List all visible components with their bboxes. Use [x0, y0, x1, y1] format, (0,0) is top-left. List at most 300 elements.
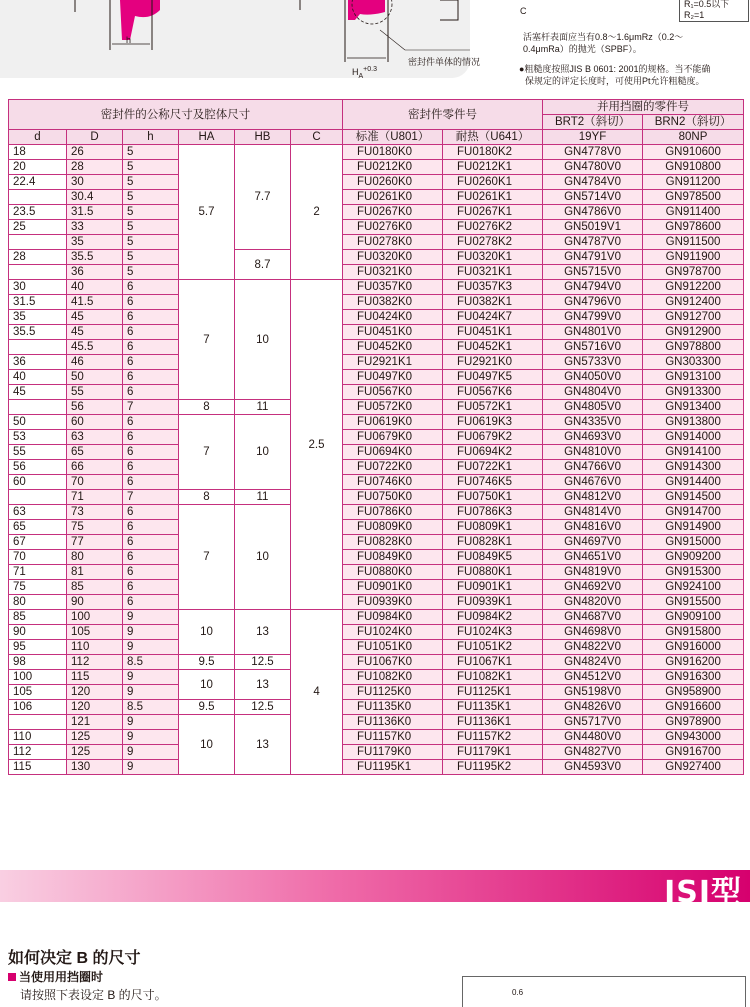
- cell-brt2: GN4805V0: [543, 400, 643, 415]
- cell-part-std: FU1135K0: [343, 700, 443, 715]
- cell-D: 110: [67, 640, 123, 655]
- cell-brn2: GN914000: [643, 430, 744, 445]
- header-80np: 80NP: [643, 130, 744, 145]
- cell-part-heat: FU0572K1: [443, 400, 543, 415]
- header-group-dims: 密封件的公称尺寸及腔体尺寸: [9, 100, 343, 130]
- cell-part-heat: FU0278K2: [443, 235, 543, 250]
- cell-d: 106: [9, 700, 67, 715]
- radius-spec-box: [679, 0, 749, 22]
- cell-h: 8.5: [123, 655, 179, 670]
- cell-part-std: FU0320K0: [343, 250, 443, 265]
- cell-D: 40: [67, 280, 123, 295]
- cell-D: 112: [67, 655, 123, 670]
- cell-part-heat: FU1067K1: [443, 655, 543, 670]
- cell-part-heat: FU1125K1: [443, 685, 543, 700]
- r2-text: R₂=1: [684, 10, 705, 20]
- cell-brn2: GN913100: [643, 370, 744, 385]
- cell-D: 105: [67, 625, 123, 640]
- cell-brn2: GN924100: [643, 580, 744, 595]
- cell-D: 100: [67, 610, 123, 625]
- table-row: [9, 565, 744, 580]
- table-row: [9, 385, 744, 400]
- cell-D: 50: [67, 370, 123, 385]
- section-title: 如何决定 B 的尺寸: [8, 950, 141, 967]
- cell-brt2: GN4822V0: [543, 640, 643, 655]
- cell-d: 35: [9, 310, 67, 325]
- table-row: [9, 175, 744, 190]
- cell-h: 5: [123, 250, 179, 265]
- cell-part-heat: FU0451K1: [443, 325, 543, 340]
- cell-brt2: GN4794V0: [543, 280, 643, 295]
- cell-d: 23.5: [9, 205, 67, 220]
- roughness-note-2: 保规定的评定长度时，可使用Pt允许粗糙度。: [525, 76, 705, 86]
- cell-part-heat: FU1179K1: [443, 745, 543, 760]
- cell-d: 35.5: [9, 325, 67, 340]
- cell-hb: 10: [235, 415, 291, 490]
- cell-brt2: GN4826V0: [543, 700, 643, 715]
- cell-brn2: GN916700: [643, 745, 744, 760]
- cell-d: 50: [9, 415, 67, 430]
- cell-D: 73: [67, 505, 123, 520]
- cell-d: 100: [9, 670, 67, 685]
- cell-part-std: FU1179K0: [343, 745, 443, 760]
- cell-part-heat: FU0939K1: [443, 595, 543, 610]
- cell-D: 30.4: [67, 190, 123, 205]
- cell-brt2: GN4814V0: [543, 505, 643, 520]
- cell-part-std: FU0357K0: [343, 280, 443, 295]
- cell-part-std: FU0786K0: [343, 505, 443, 520]
- cell-ha: 7: [179, 505, 235, 610]
- cell-d: [9, 190, 67, 205]
- cell-d: 28: [9, 250, 67, 265]
- cell-brn2: GN914300: [643, 460, 744, 475]
- cell-brn2: GN914700: [643, 505, 744, 520]
- cell-D: 81: [67, 565, 123, 580]
- table-row: [9, 250, 744, 265]
- cell-part-std: FU0278K0: [343, 235, 443, 250]
- cell-brn2: GN909100: [643, 610, 744, 625]
- table-row: [9, 655, 744, 670]
- header-brn2: BRN2（斜切）: [643, 115, 744, 130]
- cell-ha: 8: [179, 490, 235, 505]
- cell-brt2: GN4784V0: [543, 175, 643, 190]
- cell-h: 6: [123, 430, 179, 445]
- cell-hb: 11: [235, 400, 291, 415]
- cell-brt2: GN4512V0: [543, 670, 643, 685]
- cell-brt2: GN4778V0: [543, 145, 643, 160]
- cell-D: 26: [67, 145, 123, 160]
- cell-hb: 13: [235, 610, 291, 655]
- seal-section-drawing: [0, 0, 470, 88]
- cell-h: 6: [123, 415, 179, 430]
- cell-D: 66: [67, 460, 123, 475]
- cell-hb: 12.5: [235, 655, 291, 670]
- section-banner: [0, 870, 750, 910]
- cell-brn2: GN910600: [643, 145, 744, 160]
- cell-ha: 9.5: [179, 655, 235, 670]
- sub-text: 请按照下表设定 B 的尺寸。: [20, 988, 167, 1002]
- cell-brn2: GN915800: [643, 625, 744, 640]
- cell-part-heat: FU0567K6: [443, 385, 543, 400]
- table-row: [9, 220, 744, 235]
- cell-h: 5: [123, 175, 179, 190]
- cell-brt2: GN4791V0: [543, 250, 643, 265]
- cell-brn2: GN914500: [643, 490, 744, 505]
- header-brt2: BRT2（斜切）: [543, 115, 643, 130]
- cell-brt2: GN4766V0: [543, 460, 643, 475]
- cell-brt2: GN4827V0: [543, 745, 643, 760]
- cell-part-std: FU0261K0: [343, 190, 443, 205]
- table-row: [9, 670, 744, 685]
- cell-brt2: GN4824V0: [543, 655, 643, 670]
- cell-brn2: GN911900: [643, 250, 744, 265]
- cell-hb: 7.7: [235, 145, 291, 250]
- header-ha: HA: [179, 130, 235, 145]
- cell-h: 6: [123, 355, 179, 370]
- cell-part-heat: FU0880K1: [443, 565, 543, 580]
- cell-hb: 8.7: [235, 250, 291, 280]
- seal-dimension-table: [8, 99, 744, 775]
- table-row: [9, 415, 744, 430]
- cell-brn2: GN912700: [643, 310, 744, 325]
- cell-brn2: GN916300: [643, 670, 744, 685]
- cell-part-std: FU0939K0: [343, 595, 443, 610]
- cell-D: 85: [67, 580, 123, 595]
- cell-d: [9, 715, 67, 730]
- cell-h: 8.5: [123, 700, 179, 715]
- cell-h: 6: [123, 595, 179, 610]
- cell-brn2: GN978600: [643, 220, 744, 235]
- header-c: C: [291, 130, 343, 145]
- cell-part-heat: FU0382K1: [443, 295, 543, 310]
- cell-part-heat: FU0750K1: [443, 490, 543, 505]
- cell-part-std: FU0984K0: [343, 610, 443, 625]
- table-row: [9, 475, 744, 490]
- table-row: [9, 430, 744, 445]
- cell-part-heat: FU1136K1: [443, 715, 543, 730]
- cell-part-heat: FU0722K1: [443, 460, 543, 475]
- cell-h: 5: [123, 190, 179, 205]
- cell-d: 31.5: [9, 295, 67, 310]
- cell-part-std: FU1051K0: [343, 640, 443, 655]
- cell-part-heat: FU0497K5: [443, 370, 543, 385]
- cell-brn2: GN978900: [643, 715, 744, 730]
- cell-part-heat: FU0849K5: [443, 550, 543, 565]
- cell-brt2: GN4801V0: [543, 325, 643, 340]
- cell-D: 121: [67, 715, 123, 730]
- cell-brt2: GN4692V0: [543, 580, 643, 595]
- cell-brn2: GN913800: [643, 415, 744, 430]
- cell-part-std: FU0679K0: [343, 430, 443, 445]
- cell-d: 95: [9, 640, 67, 655]
- cross-section-diagram: [0, 0, 470, 78]
- cell-brt2: GN4697V0: [543, 535, 643, 550]
- cell-ha: 7: [179, 280, 235, 400]
- cell-h: 9: [123, 685, 179, 700]
- cell-D: 77: [67, 535, 123, 550]
- surface-note-2: 0.4μmRa）的抛光（SPBF）。: [523, 44, 642, 54]
- cell-D: 45: [67, 310, 123, 325]
- cell-part-std: FU0809K0: [343, 520, 443, 535]
- cell-part-std: FU0901K0: [343, 580, 443, 595]
- cell-d: 45: [9, 385, 67, 400]
- cell-h: 6: [123, 535, 179, 550]
- cell-part-std: FU0828K0: [343, 535, 443, 550]
- table-row: [9, 235, 744, 250]
- header-group-parts: 密封件零件号: [343, 100, 543, 130]
- cell-d: 63: [9, 505, 67, 520]
- header-19yf: 19YF: [543, 130, 643, 145]
- cell-h: 9: [123, 610, 179, 625]
- cell-d: 53: [9, 430, 67, 445]
- cell-part-std: FU0212K0: [343, 160, 443, 175]
- cell-D: 30: [67, 175, 123, 190]
- cell-part-std: FU0260K0: [343, 175, 443, 190]
- cell-part-heat: FU1051K2: [443, 640, 543, 655]
- cell-part-heat: FU0828K1: [443, 535, 543, 550]
- cell-brt2: GN5733V0: [543, 355, 643, 370]
- cell-D: 45.5: [67, 340, 123, 355]
- cell-d: 20: [9, 160, 67, 175]
- cell-brt2: GN5019V1: [543, 220, 643, 235]
- cell-hb: 13: [235, 715, 291, 775]
- cell-part-std: FU0276K0: [343, 220, 443, 235]
- table-row: [9, 205, 744, 220]
- cell-part-heat: FU0424K7: [443, 310, 543, 325]
- table-row: [9, 190, 744, 205]
- cell-h: 6: [123, 370, 179, 385]
- table-row: [9, 310, 744, 325]
- cell-brn2: GN915500: [643, 595, 744, 610]
- cell-h: 6: [123, 310, 179, 325]
- cell-D: 115: [67, 670, 123, 685]
- cell-D: 35.5: [67, 250, 123, 265]
- cell-part-std: FU0497K0: [343, 370, 443, 385]
- cell-D: 90: [67, 595, 123, 610]
- cell-brt2: GN5717V0: [543, 715, 643, 730]
- table-row: [9, 445, 744, 460]
- cell-d: 105: [9, 685, 67, 700]
- header-d: d: [9, 130, 67, 145]
- cell-ha: 8: [179, 400, 235, 415]
- cell-d: 67: [9, 535, 67, 550]
- cell-h: 6: [123, 385, 179, 400]
- cell-part-std: FU0572K0: [343, 400, 443, 415]
- cell-part-heat: FU0694K2: [443, 445, 543, 460]
- cell-d: 112: [9, 745, 67, 760]
- dim-c-label: C: [520, 6, 527, 16]
- cell-brt2: GN5714V0: [543, 190, 643, 205]
- cell-h: 6: [123, 475, 179, 490]
- roughness-note-1: ●粗糙度按照JIS B 0601: 2001的规格。当不能确: [519, 64, 711, 74]
- cell-part-heat: FU0746K5: [443, 475, 543, 490]
- cell-brt2: GN4816V0: [543, 520, 643, 535]
- seal-single-label: 密封件单体的情况: [408, 57, 481, 67]
- cell-c: 2: [291, 145, 343, 280]
- cell-d: 22.4: [9, 175, 67, 190]
- cell-brn2: GN978800: [643, 340, 744, 355]
- cell-part-heat: FU0261K1: [443, 190, 543, 205]
- cell-brn2: GN303300: [643, 355, 744, 370]
- cell-d: 25: [9, 220, 67, 235]
- cell-part-heat: FU0320K1: [443, 250, 543, 265]
- cell-D: 56: [67, 400, 123, 415]
- seal-table-body: [9, 145, 744, 775]
- cell-d: 56: [9, 460, 67, 475]
- cell-h: 5: [123, 205, 179, 220]
- cell-D: 130: [67, 760, 123, 775]
- cell-brt2: GN4593V0: [543, 760, 643, 775]
- header-hb: HB: [235, 130, 291, 145]
- cell-d: 80: [9, 595, 67, 610]
- cell-part-std: FU0452K0: [343, 340, 443, 355]
- cell-part-heat: FU2921K0: [443, 355, 543, 370]
- cell-D: 120: [67, 700, 123, 715]
- cell-h: 6: [123, 460, 179, 475]
- cell-d: 36: [9, 355, 67, 370]
- cell-d: [9, 235, 67, 250]
- table-row: [9, 580, 744, 595]
- banner-title: ISI型: [664, 875, 742, 910]
- cell-part-heat: FU0619K3: [443, 415, 543, 430]
- cell-d: 70: [9, 550, 67, 565]
- cell-D: 80: [67, 550, 123, 565]
- cell-d: 110: [9, 730, 67, 745]
- cell-ha: 10: [179, 670, 235, 700]
- sub-title: 当使用用挡圈时: [8, 968, 103, 985]
- cell-h: 5: [123, 145, 179, 160]
- cell-brt2: GN4676V0: [543, 475, 643, 490]
- cell-brn2: GN914100: [643, 445, 744, 460]
- cell-d: 115: [9, 760, 67, 775]
- cell-D: 125: [67, 730, 123, 745]
- cell-ha: 5.7: [179, 145, 235, 280]
- cell-brn2: GN916600: [643, 700, 744, 715]
- cell-D: 120: [67, 685, 123, 700]
- cell-brn2: GN927400: [643, 760, 744, 775]
- cell-brn2: GN911400: [643, 205, 744, 220]
- cell-hb: 11: [235, 490, 291, 505]
- cell-D: 45: [67, 325, 123, 340]
- header-h: h: [123, 130, 179, 145]
- cell-part-heat: FU0452K1: [443, 340, 543, 355]
- cell-hb: 10: [235, 280, 291, 400]
- cell-brn2: GN943000: [643, 730, 744, 745]
- cell-h: 6: [123, 565, 179, 580]
- cell-h: 6: [123, 325, 179, 340]
- table-row: [9, 280, 744, 295]
- cell-h: 9: [123, 670, 179, 685]
- cell-part-heat: FU1195K2: [443, 760, 543, 775]
- cell-part-std: FU0722K0: [343, 460, 443, 475]
- cell-h: 6: [123, 445, 179, 460]
- cell-h: 7: [123, 400, 179, 415]
- cell-brn2: GN912400: [643, 295, 744, 310]
- dim-h-label: h: [126, 35, 132, 45]
- cell-h: 6: [123, 580, 179, 595]
- cell-D: 28: [67, 160, 123, 175]
- cell-brn2: GN911200: [643, 175, 744, 190]
- table-row: [9, 160, 744, 175]
- table-row: [9, 715, 744, 730]
- cell-h: 9: [123, 625, 179, 640]
- cell-brt2: GN4480V0: [543, 730, 643, 745]
- cell-brn2: GN911500: [643, 235, 744, 250]
- cell-h: 6: [123, 550, 179, 565]
- cell-part-std: FU0619K0: [343, 415, 443, 430]
- square-bullet-icon: [8, 973, 16, 981]
- cell-part-std: FU1024K0: [343, 625, 443, 640]
- cell-h: 5: [123, 235, 179, 250]
- cell-part-heat: FU1135K1: [443, 700, 543, 715]
- cell-part-heat: FU0180K2: [443, 145, 543, 160]
- table-row: [9, 520, 744, 535]
- cell-d: 90: [9, 625, 67, 640]
- chart-tick-label: 0.6: [512, 988, 524, 997]
- cell-D: 35: [67, 235, 123, 250]
- cell-part-std: FU2921K1: [343, 355, 443, 370]
- header-D: D: [67, 130, 123, 145]
- cell-part-std: FU0746K0: [343, 475, 443, 490]
- cell-brt2: GN4698V0: [543, 625, 643, 640]
- cell-brt2: GN4804V0: [543, 385, 643, 400]
- cell-part-std: FU0694K0: [343, 445, 443, 460]
- cell-brn2: GN978700: [643, 265, 744, 280]
- cell-brt2: GN4787V0: [543, 235, 643, 250]
- table-row: [9, 535, 744, 550]
- cell-ha: 7: [179, 415, 235, 490]
- cell-brt2: GN5715V0: [543, 265, 643, 280]
- cell-h: 9: [123, 640, 179, 655]
- cell-brn2: GN912900: [643, 325, 744, 340]
- header-group-backup: 并用挡圈的零件号: [543, 100, 744, 115]
- cell-part-heat: FU0276K2: [443, 220, 543, 235]
- cell-brt2: GN4693V0: [543, 430, 643, 445]
- table-row: [9, 355, 744, 370]
- cell-ha: 10: [179, 715, 235, 775]
- cell-D: 41.5: [67, 295, 123, 310]
- cell-part-heat: FU0809K1: [443, 520, 543, 535]
- table-row: [9, 145, 744, 160]
- cell-ha: 10: [179, 610, 235, 655]
- cell-h: 5: [123, 265, 179, 280]
- table-row: [9, 490, 744, 505]
- cell-h: 6: [123, 295, 179, 310]
- cell-d: 55: [9, 445, 67, 460]
- r1-text: R₁=0.5以下: [684, 0, 730, 9]
- cell-brn2: GN915300: [643, 565, 744, 580]
- cell-brn2: GN914900: [643, 520, 744, 535]
- cell-d: 30: [9, 280, 67, 295]
- cell-part-heat: FU0267K1: [443, 205, 543, 220]
- cell-part-std: FU0451K0: [343, 325, 443, 340]
- cell-h: 9: [123, 745, 179, 760]
- cell-hb: 10: [235, 505, 291, 610]
- header-std: 标准（U801）: [343, 130, 443, 145]
- cell-brt2: GN4050V0: [543, 370, 643, 385]
- cell-part-std: FU1067K0: [343, 655, 443, 670]
- cell-part-heat: FU0679K2: [443, 430, 543, 445]
- cell-d: 85: [9, 610, 67, 625]
- cell-brt2: GN5198V0: [543, 685, 643, 700]
- cell-D: 55: [67, 385, 123, 400]
- cell-part-std: FU0567K0: [343, 385, 443, 400]
- cell-part-heat: FU0901K1: [443, 580, 543, 595]
- table-row: [9, 640, 744, 655]
- cell-brn2: GN915000: [643, 535, 744, 550]
- cell-part-heat: FU0357K3: [443, 280, 543, 295]
- cell-d: 71: [9, 565, 67, 580]
